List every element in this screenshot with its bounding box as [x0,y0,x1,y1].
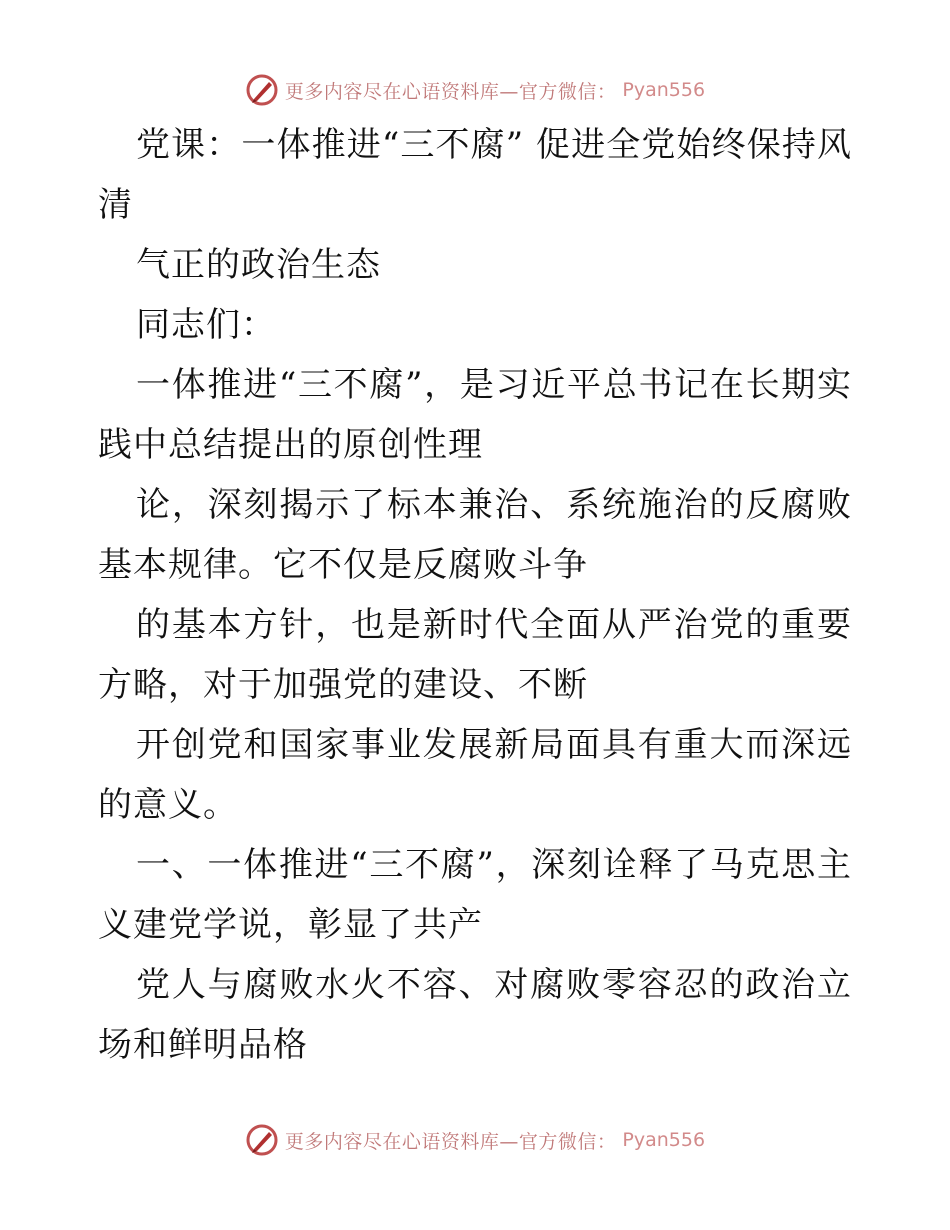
watermark-text: 更多内容尽在心语资料库—官方微信： [284,1130,617,1153]
pen-logo-icon [245,73,279,107]
title-line-2: 气正的政治生态 [136,245,381,285]
section-heading-1: 一、一体推进“三不腐”，深刻诠释了马克思主义建党学说，彰显了共产 [98,845,852,945]
header-watermark [0,70,950,110]
title-line-1: 党课：一体推进“三不腐” 促进全党始终保持风清 [98,125,852,225]
paragraph-2: 论，深刻揭示了标本兼治、系统施治的反腐败基本规律。它不仅是反腐败斗争 [98,485,852,585]
section-heading-1-cont: 党人与腐败水火不容、对腐败零容忍的政治立场和鲜明品格 [98,965,852,1065]
watermark-wechat-id: Pyan556 [622,79,706,101]
pen-logo-icon [245,1123,279,1157]
watermark-wechat-id: Pyan556 [622,1129,706,1151]
watermark-text: 更多内容尽在心语资料库—官方微信： [284,80,617,103]
paragraph-1: 一体推进“三不腐”，是习近平总书记在长期实践中总结提出的原创性理 [98,365,852,465]
footer-watermark [0,1120,950,1160]
paragraph-4: 开创党和国家事业发展新局面具有重大而深远的意义。 [98,725,852,825]
paragraph-3: 的基本方针，也是新时代全面从严治党的重要方略，对于加强党的建设、不断 [98,605,852,705]
document-body [98,115,852,1075]
salutation: 同志们： [136,305,276,345]
